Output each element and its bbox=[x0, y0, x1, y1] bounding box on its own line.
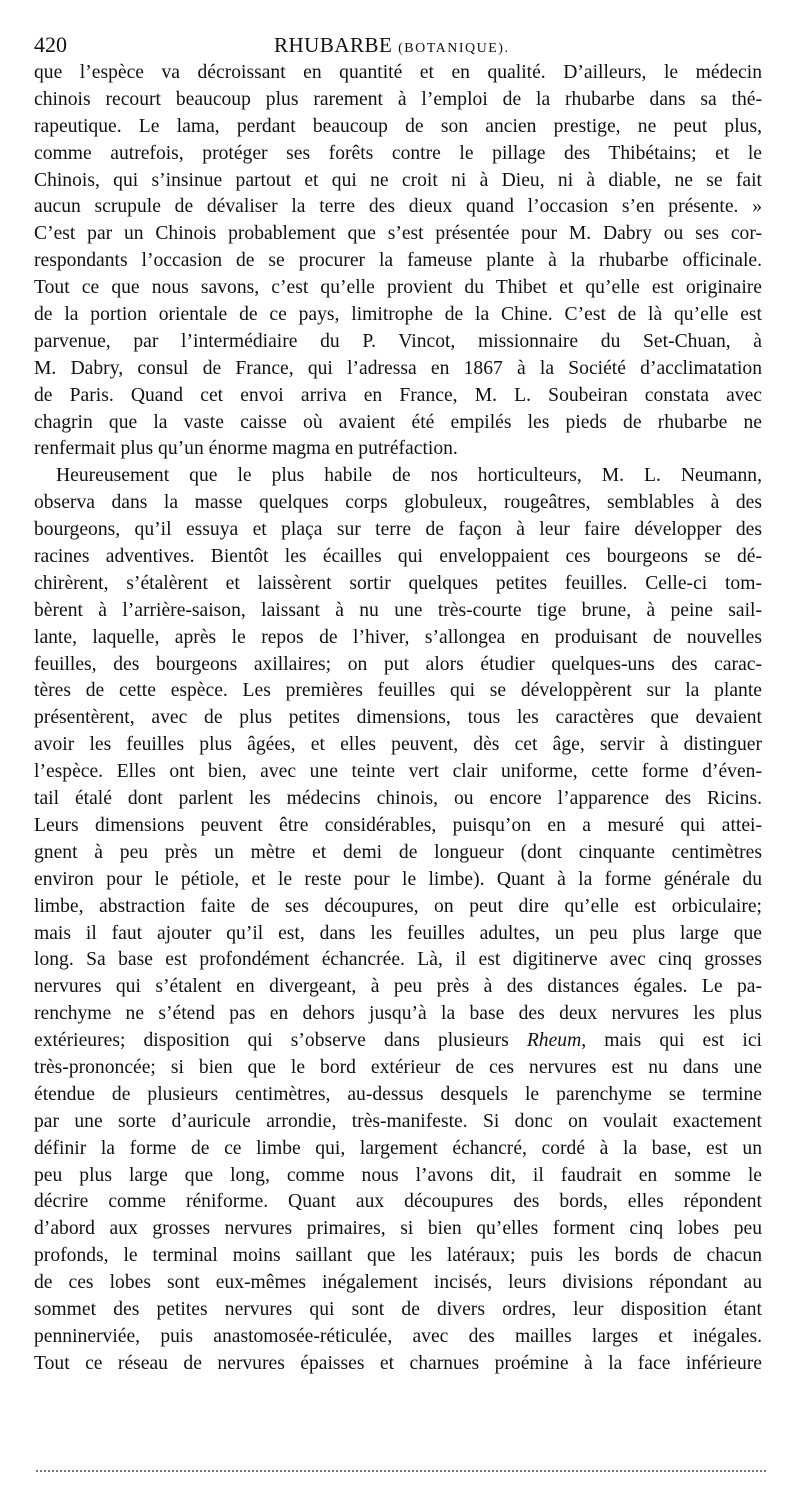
text-line: racines adventives. Bientôt les écailles qui enveloppaient ces bourgeons se dé- bbox=[34, 546, 762, 568]
genus-name: Rheum bbox=[526, 1030, 582, 1052]
text-line: mais il faut ajouter qu’il est, dans les feuilles adultes, un peu plus large que bbox=[34, 922, 762, 944]
text-line: décrire comme réniforme. Quant aux découpures des bords, elles répondent bbox=[34, 1191, 762, 1213]
text-line: comme autrefois, protéger ses forêts contre le pillage des Thibétains; et le bbox=[34, 142, 762, 164]
text-line: très-prononcée; si bien que le bord extérieur de ces nervures est nu dans une bbox=[34, 1056, 762, 1078]
text-line: limbe, abstraction faite de ses découpures, on peut dire qu’elle est orbiculaire; bbox=[34, 895, 762, 917]
text-line: l’espèce. Elles ont bien, avec une teinte vert clair uniforme, cette forme d’éven- bbox=[34, 761, 762, 783]
text-line: Chinois, qui s’insinue partout et qui ne croit ni à Dieu, ni à diable, ne se fait bbox=[34, 169, 762, 191]
text-line: de Paris. Quand cet envoi arriva en France, M. L. Soubeiran constata avec bbox=[34, 384, 762, 406]
text-line: nervures qui s’étalent en divergeant, à peu près à des distances égales. Le pa- bbox=[34, 976, 762, 998]
text-line: d’abord aux grosses nervures primaires, si bien qu’elles forment cinq lobes peu bbox=[34, 1218, 762, 1240]
text-line: observa dans la masse quelques corps globuleux, rougeâtres, semblables à des bbox=[34, 492, 762, 514]
text-line: définir la forme de ce limbe qui, largement échancré, cordé à la base, est un bbox=[34, 1137, 762, 1159]
text-line: gnent à peu près un mètre et demi de longueur (dont cinquante centimètres bbox=[34, 841, 762, 863]
text-line: chirèrent, s’étalèrent et laissèrent sortir quelques petites feuilles. Celle-ci tom- bbox=[34, 572, 762, 594]
text-line: renchyme ne s’étend pas en dehors jusqu’à la base des deux nervures les plus bbox=[34, 1003, 762, 1025]
page-header bbox=[34, 30, 762, 60]
text-line: rapeutique. Le lama, perdant beaucoup de son ancien prestige, ne peut plus, bbox=[34, 115, 762, 137]
page-number: 420 bbox=[34, 32, 67, 57]
text-line: tail étalé dont parlent les médecins chinois, ou encore l’apparence des Ricins. bbox=[34, 788, 762, 810]
footer-dotted-rule bbox=[36, 1470, 766, 1472]
text-line: C’est par un Chinois probablement que s’est présentée pour M. Dabry ou ses cor- bbox=[34, 223, 762, 245]
text-line: respondants l’occasion de se procurer la fameuse plante à la rhubarbe officinale. bbox=[34, 250, 762, 272]
text-line: M. Dabry, consul de France, qui l’adressa en 1867 à la Société d’acclimatation bbox=[34, 357, 762, 379]
text-line: Tout ce réseau de nervures épaisses et charnues proémine à la face inférieure bbox=[34, 1352, 762, 1374]
text-line: chagrin que la vaste caisse où avaient été empilés les pieds de rhubarbe ne bbox=[34, 411, 762, 433]
text-line: bèrent à l’arrière-saison, laissant à nu une très-courte tige brune, à peine sail- bbox=[34, 599, 762, 621]
text-line: long. Sa base est profondément échancrée. Là, il est digitinerve avec cinq grosses bbox=[34, 949, 762, 971]
text-line: étendue de plusieurs centimètres, au-dessus desquels le parenchyme se termine bbox=[34, 1083, 762, 1105]
text-line: de la portion orientale de ce pays, limitrophe de la Chine. C’est de là qu’elle est bbox=[34, 304, 762, 326]
running-title-main: RHUBARBE bbox=[274, 33, 393, 57]
text-line: parvenue, par l’intermédiaire du P. Vincot, missionnaire du Set-Chuan, à bbox=[34, 330, 762, 352]
text-line: chinois recourt beaucoup plus rarement à l’emploi de la rhubarbe dans sa thé- bbox=[34, 88, 762, 110]
text-line: penninerviée, puis anastomosée-réticulée, avec des mailles larges et inégales. bbox=[34, 1325, 762, 1347]
text-line: extérieures; disposition qui s’observe dans plusieurs Rheum, mais qui est ici bbox=[34, 1030, 762, 1052]
running-title bbox=[274, 30, 509, 64]
text-line: environ pour le pétiole, et le reste pour le limbe). Quant à la forme générale du bbox=[34, 868, 762, 890]
text-line: Leurs dimensions peuvent être considérables, puisqu’on en a mesuré qui attei- bbox=[34, 814, 762, 836]
text-line: lante, laquelle, après le repos de l’hiver, s’allongea en produisant de nouvelles bbox=[34, 626, 762, 648]
text-line: avoir les feuilles plus âgées, et elles peuvent, dès cet âge, servir à distinguer bbox=[34, 734, 762, 756]
text-line: Tout ce que nous savons, c’est qu’elle provient du Thibet et qu’elle est originaire bbox=[34, 277, 762, 299]
text-line: bourgeons, qu’il essuya et plaça sur terre de façon à leur faire développer des bbox=[34, 519, 762, 541]
text-line: tères de cette espèce. Les premières feuilles qui se développèrent sur la plante bbox=[34, 680, 762, 702]
body-text bbox=[34, 60, 762, 1378]
text-line: Heureusement que le plus habile de nos horticulteurs, M. L. Neumann, bbox=[56, 465, 762, 487]
text-line: peu plus large que long, comme nous l’avons dit, il faudrait en somme le bbox=[34, 1164, 762, 1186]
text-line: présentèrent, avec de plus petites dimensions, tous les caractères que devaient bbox=[34, 707, 762, 729]
text-line: renfermait plus qu’un énorme magma en putréfaction. bbox=[34, 438, 458, 460]
text-line: de ces lobes sont eux-mêmes inégalement incisés, leurs divisions répondant au bbox=[34, 1272, 762, 1294]
text-line: par une sorte d’auricule arrondie, très-manifeste. Si donc on voulait exactement bbox=[34, 1110, 762, 1132]
text-line: que l’espèce va décroissant en quantité et en qualité. D’ailleurs, le médecin bbox=[34, 62, 762, 83]
text-line: aucun scrupule de dévaliser la terre des dieux quand l’occasion s’en présente. » bbox=[34, 196, 762, 218]
running-title-subtitle: (BOTANIQUE). bbox=[398, 41, 510, 56]
text-line: profonds, le terminal moins saillant que les latéraux; puis les bords de chacun bbox=[34, 1245, 762, 1267]
text-line: sommet des petites nervures qui sont de divers ordres, leur disposition étant bbox=[34, 1298, 762, 1320]
text-line: feuilles, des bourgeons axillaires; on put alors étudier quelques-uns des carac- bbox=[34, 653, 762, 675]
